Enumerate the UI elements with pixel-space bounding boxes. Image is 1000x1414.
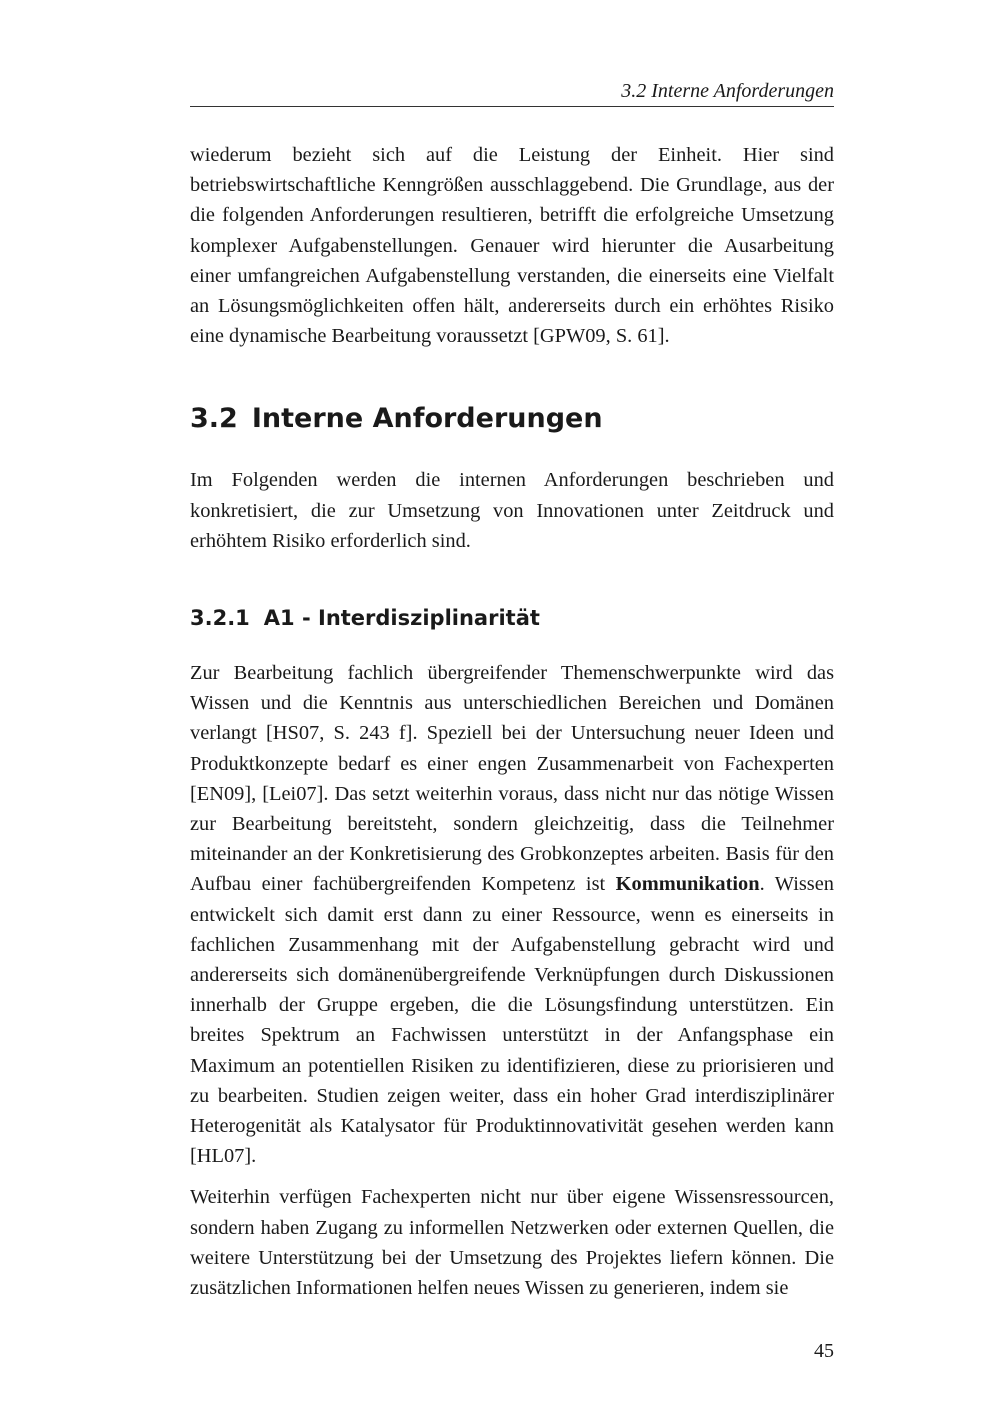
paragraph-1-text-start: Zur Bearbeitung fachlich übergreifender Themenschwerpunkte wird das Wissen und die Kenntnis aus unterschiedlichen Bereichen und Domänen verlangt [HS07, S. 243 f]. Speziell bei der Untersuchung neuer Ideen und Produktkonzepte bedarf es einer engen Zusammenarbeit von Fachexperten [EN09], [Lei07]. Das setzt weiterhin voraus, dass nicht nur das nötige Wissen zur Bearbeitung bereitsteht, sondern gleichzeitig, dass die Teilnehmer miteinander an der Konkretisierung des Grobkonzeptes arbeiten. Basis für den Aufbau einer fachübergreifenden Kompetenz ist [190,662,834,896]
running-header-title: 3.2 Interne Anforderungen [621,80,834,102]
section-heading [190,402,834,436]
running-header [190,78,834,107]
subsection-number: 3.2.1 [190,606,250,631]
subsection-paragraph-2: Weiterhin verfügen Fachexperten nicht nur über eigene Wissensressourcen, sondern haben Zugang zu informellen Netzwerken oder externen Quellen, die weitere Unterstützung bei der Umsetzung des Projektes liefern können. Die zusätzlichen Informationen helfen neues Wissen zu generieren, indem sie [190,1186,834,1300]
subsection-heading [190,604,834,632]
section-number: 3.2 [190,403,238,435]
section-intro-paragraph: Im Folgenden werden die internen Anforderungen beschrieben und konkretisiert, die zur Umsetzung von Innovationen unter Zeitdruck und erhöhtem Risiko erforderlich sind. [190,469,834,552]
subsection-title: A1 - Interdisziplinarität [263,606,540,631]
intro-paragraph: wiederum bezieht sich auf die Leistung der Einheit. Hier sind betriebswirtschaftliche Kenngrößen ausschlaggebend. Die Grundlage, aus der die folgenden Anforderungen resultieren, betrifft die erfolgreiche Umsetzung komplexer Aufgabenstellungen. Genauer wird hierunter die Ausarbeitung einer umfangreichen Aufgabenstellung verstanden, die einerseits eine Vielfalt an Lösungsmöglichkeiten offen hält, andererseits durch ein erhöhtes Risiko eine dynamische Bearbeitung voraussetzt [GPW09, S. 61]. [190,144,834,348]
subsection-paragraph-1 [190,658,834,1171]
section-title: Interne Anforderungen [251,403,603,435]
emphasis-kommunikation: Kommunikation [615,873,760,896]
page-content [190,140,834,1303]
page-number: 45 [814,1340,834,1362]
paragraph-1-text-end: . Wissen entwickelt sich damit erst dann zu einer Ressource, wenn es einerseits in fachlichen Zusammenhang mit der Aufgabenstellung gebracht wird und andererseits sich domänenübergreifende Verknüpfungen durch Diskussionen innerhalb der Gruppe ergeben, die die Lösungsfindung unterstützen. Ein breites Spektrum an Fachwissen unterstützt in der Anfangsphase ein Maximum an potentiellen Risiken zu identifizieren, diese zu priorisieren und zu bearbeiten. Studien zeigen weiter, dass ein hoher Grad interdisziplinärer Heterogenität als Katalysator für Produktinnovativität gesehen werden kann [HL07]. [190,873,834,1168]
